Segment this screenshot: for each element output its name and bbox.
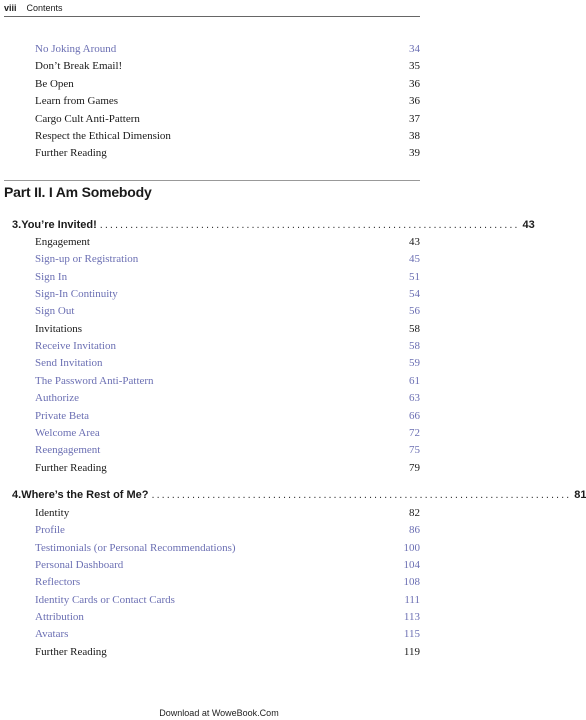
toc-entry-page[interactable]: 111 [404,593,420,606]
toc-entry[interactable] [35,271,420,288]
toc-entry[interactable] [35,576,420,593]
toc-entry [35,147,420,164]
toc-entry[interactable] [35,410,420,427]
toc-entry-page: 38 [409,130,420,142]
toc-entry-page[interactable]: 34 [409,43,420,55]
toc-entry [35,646,420,663]
toc-entry-title[interactable]: Personal Dashboard [35,559,124,572]
toc-entry [35,130,420,147]
toc-entry[interactable] [35,288,420,305]
toc-entry-title: Identity [35,507,70,519]
toc-entry-title: Be Open [35,77,74,90]
toc-entry-page[interactable]: 108 [403,576,420,589]
toc-entry [35,113,420,130]
toc-entry-title[interactable]: Authorize [35,392,79,405]
toc-entry-page[interactable]: 104 [403,559,420,572]
toc-entry-title[interactable]: Receive Invitation [35,340,116,353]
toc-entry [35,507,420,524]
toc-entry[interactable] [35,611,420,628]
toc-entry-title: Further Reading [35,147,107,160]
toc-entry-page[interactable]: 63 [409,392,420,405]
toc-entry-title[interactable]: Sign In [35,270,68,283]
toc-entry [35,95,420,112]
toc-entry-title[interactable]: Sign-In Continuity [35,288,118,301]
toc-entry-page: 37 [409,112,420,125]
part-heading: Part II. I Am Somebody [4,184,152,200]
toc-entry-title: Don’t Break Email! [35,60,123,73]
dot-leader: ................................................................................... [151,489,572,501]
toc-entry-title: Further Reading [35,461,107,474]
toc-entry-page[interactable]: 54 [409,288,420,301]
toc-entry[interactable] [35,375,420,392]
toc-entry-page[interactable]: 56 [409,305,420,318]
toc-entry-title[interactable]: The Password Anti-Pattern [35,374,154,387]
toc-entry[interactable] [35,392,420,409]
toc-entry-title: Learn from Games [35,95,119,108]
toc-entry-title[interactable]: Reengagement [35,444,101,457]
header-rule [4,16,420,17]
toc-entry-page[interactable]: 86 [409,524,420,537]
toc-entry-title: Cargo Cult Anti-Pattern [35,112,140,125]
toc-entry-title: Invitations [35,322,83,335]
chapter-page: 81 [574,489,586,501]
toc-entry-title[interactable]: Sign Out [35,305,75,318]
toc-entry[interactable] [35,524,420,541]
toc-entry-page: 36 [409,77,420,90]
toc-entry-title: Engagement [35,236,90,248]
toc-entry[interactable] [35,427,420,444]
toc-entry [35,60,420,77]
toc-entry-page: 79 [409,461,420,474]
toc-entry-page[interactable]: 45 [409,253,420,266]
chapter-title: Where’s the Rest of Me? [21,489,149,501]
toc-entry[interactable] [35,542,420,559]
footer-credit: Download at WoweBook.Com [159,708,279,718]
toc-entry [35,323,420,340]
toc-entry-page: 119 [403,645,420,658]
toc-entry-page[interactable]: 51 [409,270,420,283]
header-page-number: viii [4,3,17,13]
toc-entry-page: 35 [409,60,420,73]
toc-entry[interactable] [35,444,420,461]
toc-entry [35,236,420,253]
section-rule [4,180,420,181]
chapter-title: You’re Invited! [21,219,97,231]
toc-entry-page: 82 [409,507,420,519]
toc-entry-title[interactable]: Reflectors [35,576,81,589]
toc-entry-page[interactable]: 59 [409,357,420,370]
toc-entry[interactable] [35,305,420,322]
toc-entry[interactable] [35,43,420,60]
chapter-4-heading[interactable] [12,489,586,506]
toc-entry-title[interactable]: Identity Cards or Contact Cards [35,593,175,606]
toc-entry[interactable] [35,559,420,576]
toc-entry-page[interactable]: 58 [409,340,420,353]
toc-entry-page[interactable]: 61 [409,374,420,387]
toc-entry-page[interactable]: 113 [403,611,420,624]
toc-entry-title[interactable]: Attribution [35,611,84,624]
toc-entry[interactable] [35,594,420,611]
toc-entry-page: 36 [409,95,420,108]
chapter-number: 4. [12,489,22,501]
toc-entry[interactable] [35,628,420,645]
toc-entry-title[interactable]: No Joking Around [35,43,117,55]
toc-entry-page[interactable]: 100 [403,541,420,554]
toc-entry-title[interactable]: Testimonials (or Personal Recommendations) [35,541,236,554]
header-section: Contents [26,3,63,13]
chapter-3-heading[interactable] [12,219,535,236]
toc-entry-title: Respect the Ethical Dimension [35,130,171,142]
toc-entry-page: 39 [409,147,420,160]
chapter-number: 3. [12,219,22,231]
toc-entry[interactable] [35,253,420,270]
toc-entry [35,78,420,95]
toc-entry-page: 58 [409,322,420,335]
toc-entry-title[interactable]: Send Invitation [35,357,103,370]
toc-entry-page: 43 [409,236,420,248]
toc-entry-title: Further Reading [35,645,107,658]
chapter-page: 43 [522,219,535,231]
toc-entry[interactable] [35,340,420,357]
toc-entry-title[interactable]: Avatars [35,628,69,641]
toc-entry-title[interactable]: Profile [35,524,65,537]
toc-entry-page[interactable]: 66 [409,409,420,422]
toc-entry-title[interactable]: Private Beta [35,409,90,422]
toc-entry[interactable] [35,357,420,374]
toc-entry-page[interactable]: 115 [403,628,420,641]
toc-entry-page[interactable]: 75 [409,444,420,457]
toc-entry-title[interactable]: Sign-up or Registration [35,253,139,266]
toc-entry [35,462,420,479]
toc-entry-page[interactable]: 72 [409,426,420,439]
toc-entry-title[interactable]: Welcome Area [35,426,100,439]
dot-leader: ................................................................................... [99,219,520,231]
running-header [4,3,63,13]
